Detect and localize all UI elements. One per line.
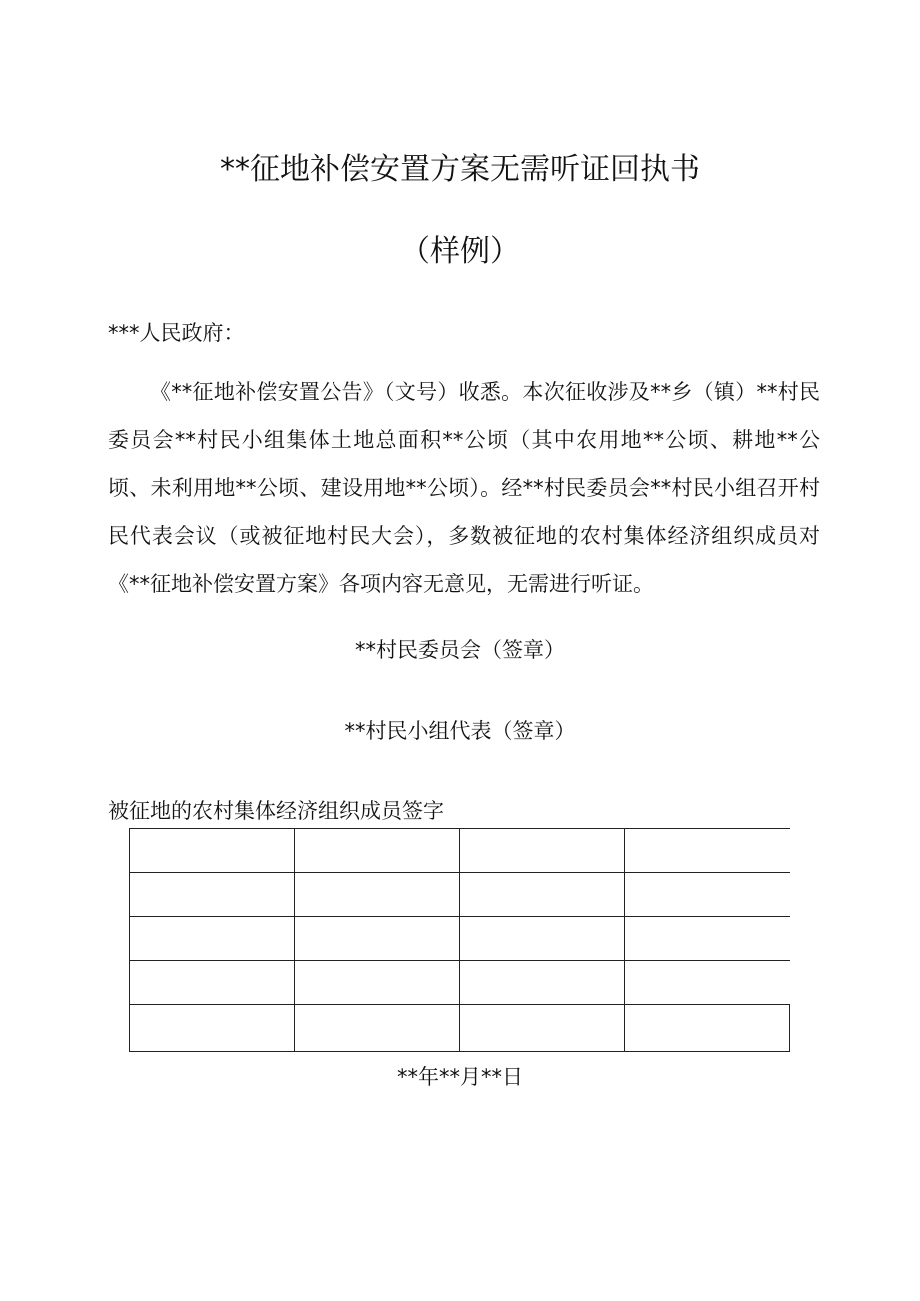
- signature-cell[interactable]: [625, 961, 790, 1005]
- signature-cell[interactable]: [625, 829, 790, 873]
- document-subtitle: （样例）: [400, 234, 520, 269]
- signature-cell[interactable]: [130, 917, 295, 961]
- signature-cell[interactable]: [460, 1005, 625, 1052]
- signature-table-row: [130, 1005, 790, 1052]
- signature-cell[interactable]: [460, 873, 625, 917]
- body-paragraph: 《**征地补偿安置公告》（文号）收悉。本次征收涉及**乡（镇）**村民委员会**村民小组集体土地总面积**公顷（其中农用地**公顷、耕地**公顷、未利用地**公顷、建设用地**公顷）。经**村民委员会**村民小组召开村民代表会议（或被征地村民大会），多数被征地的农村集体经济组织成员对《**征地补偿安置方案》各项内容无意见，无需进行听证。: [108, 380, 820, 596]
- signature-cell[interactable]: [460, 917, 625, 961]
- addressee: ***人民政府：: [108, 321, 245, 345]
- signature-cell[interactable]: [295, 1005, 460, 1052]
- signature-cell[interactable]: [625, 917, 790, 961]
- signature-cell[interactable]: [460, 961, 625, 1005]
- signature-cell[interactable]: [130, 873, 295, 917]
- signature-table-caption: 被征地的农村集体经济组织成员签字: [108, 799, 444, 823]
- signature-cell[interactable]: [295, 917, 460, 961]
- date-line: **年**月**日: [397, 1065, 523, 1089]
- signature-cell[interactable]: [130, 1005, 295, 1052]
- signature-cell[interactable]: [625, 1005, 790, 1052]
- signature-table: [129, 828, 790, 1052]
- signature-cell[interactable]: [130, 829, 295, 873]
- document-title: **征地补偿安置方案无需听证回执书: [220, 152, 700, 187]
- signature-cell[interactable]: [130, 961, 295, 1005]
- signature-cell[interactable]: [460, 829, 625, 873]
- signature-table-row: [130, 961, 790, 1005]
- signature-cell[interactable]: [295, 829, 460, 873]
- signature-cell[interactable]: [295, 873, 460, 917]
- signature-cell[interactable]: [625, 873, 790, 917]
- signature-table-row: [130, 829, 790, 873]
- signature-table-row: [130, 873, 790, 917]
- signature-cell[interactable]: [295, 961, 460, 1005]
- signature-table-row: [130, 917, 790, 961]
- signature-group-representative: **村民小组代表（签章）: [344, 719, 576, 743]
- signature-committee: **村民委员会（签章）: [355, 638, 565, 662]
